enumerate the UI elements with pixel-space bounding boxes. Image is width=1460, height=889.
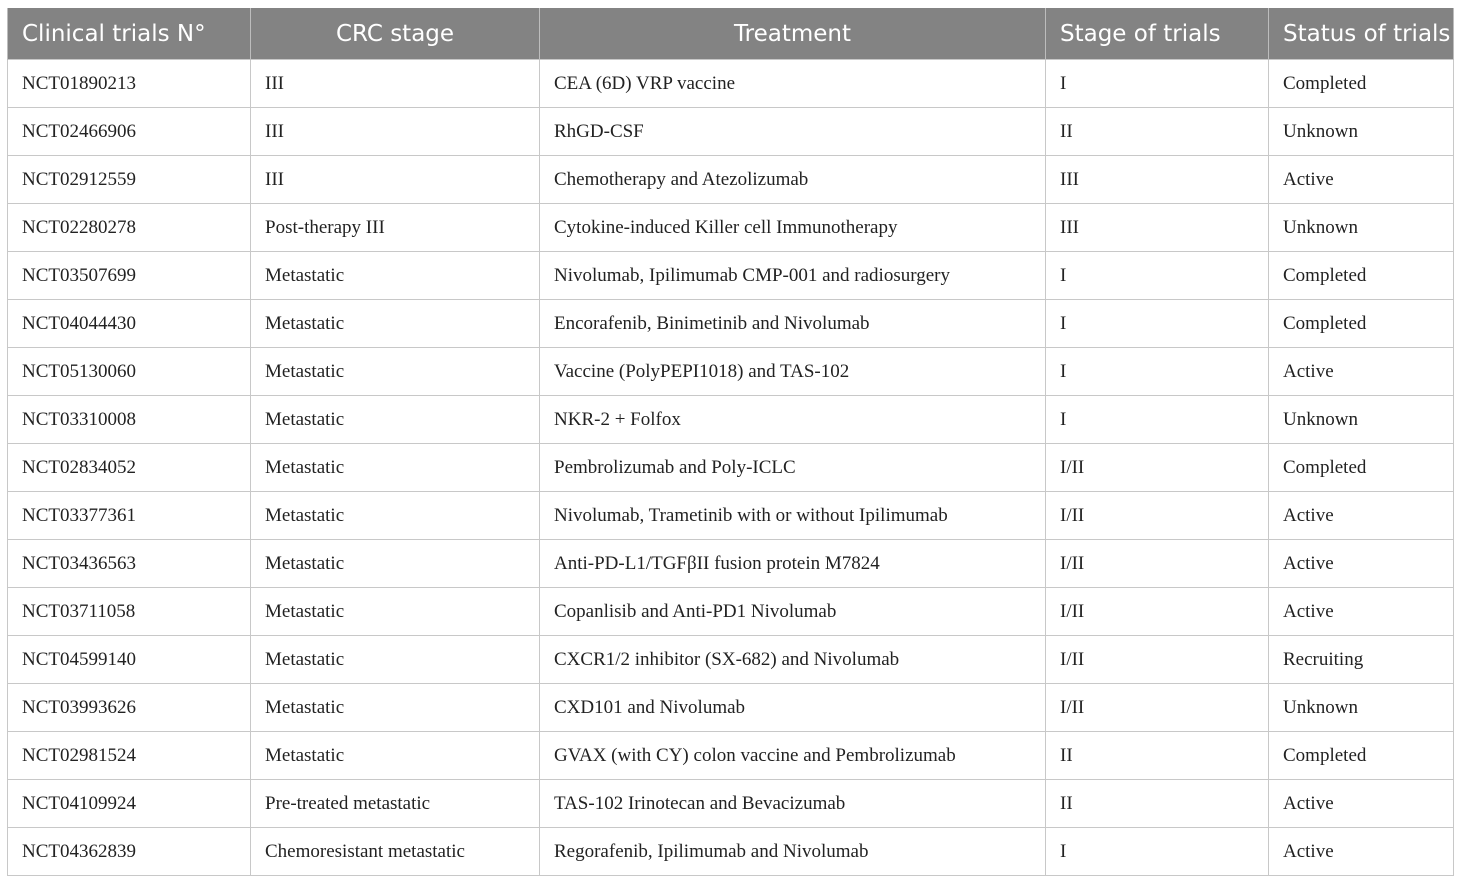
trial-id-cell: NCT04599140 <box>8 636 251 684</box>
trial-id-cell: NCT02466906 <box>8 108 251 156</box>
table-row <box>8 348 1454 396</box>
treatment-cell: CXCR1/2 inhibitor (SX-682) and Nivolumab <box>540 636 1046 684</box>
table-row <box>8 684 1454 732</box>
crc-stage-cell: Metastatic <box>251 636 540 684</box>
crc-stage-cell: Chemoresistant metastatic <box>251 828 540 876</box>
trial-id-cell: NCT04362839 <box>8 828 251 876</box>
trial-status-cell: Active <box>1269 588 1454 636</box>
table-row <box>8 828 1454 876</box>
trial-status-cell: Unknown <box>1269 108 1454 156</box>
crc-stage-cell: Post-therapy III <box>251 204 540 252</box>
header-crc-stage: CRC stage <box>251 8 540 60</box>
treatment-cell: NKR-2 + Folfox <box>540 396 1046 444</box>
trial-status-cell: Completed <box>1269 252 1454 300</box>
crc-stage-cell: Metastatic <box>251 540 540 588</box>
crc-stage-cell: Metastatic <box>251 492 540 540</box>
table-row <box>8 108 1454 156</box>
trial-id-cell: NCT05130060 <box>8 348 251 396</box>
trial-id-cell: NCT04109924 <box>8 780 251 828</box>
treatment-cell: Chemotherapy and Atezolizumab <box>540 156 1046 204</box>
trial-stage-cell: III <box>1046 204 1269 252</box>
trial-stage-cell: I <box>1046 348 1269 396</box>
trial-status-cell: Unknown <box>1269 204 1454 252</box>
trial-stage-cell: I/II <box>1046 540 1269 588</box>
treatment-cell: Pembrolizumab and Poly-ICLC <box>540 444 1046 492</box>
header-stage-of-trials: Stage of trials <box>1046 8 1269 60</box>
trial-id-cell: NCT03711058 <box>8 588 251 636</box>
trial-id-cell: NCT03993626 <box>8 684 251 732</box>
treatment-cell: TAS-102 Irinotecan and Bevacizumab <box>540 780 1046 828</box>
trial-stage-cell: I/II <box>1046 636 1269 684</box>
trial-status-cell: Active <box>1269 780 1454 828</box>
table-row <box>8 780 1454 828</box>
table-row <box>8 540 1454 588</box>
treatment-cell: RhGD-CSF <box>540 108 1046 156</box>
treatment-cell: Nivolumab, Ipilimumab CMP-001 and radiosurgery <box>540 252 1046 300</box>
table-row <box>8 156 1454 204</box>
trial-status-cell: Active <box>1269 156 1454 204</box>
treatment-cell: Regorafenib, Ipilimumab and Nivolumab <box>540 828 1046 876</box>
treatment-cell: Copanlisib and Anti-PD1 Nivolumab <box>540 588 1046 636</box>
trial-id-cell: NCT03507699 <box>8 252 251 300</box>
treatment-cell: GVAX (with CY) colon vaccine and Pembrolizumab <box>540 732 1046 780</box>
crc-stage-cell: Metastatic <box>251 396 540 444</box>
crc-stage-cell: III <box>251 60 540 108</box>
crc-stage-cell: III <box>251 108 540 156</box>
treatment-cell: CXD101 and Nivolumab <box>540 684 1046 732</box>
trial-stage-cell: III <box>1046 156 1269 204</box>
table-row <box>8 492 1454 540</box>
trial-status-cell: Unknown <box>1269 684 1454 732</box>
treatment-cell: Nivolumab, Trametinib with or without Ipilimumab <box>540 492 1046 540</box>
trial-status-cell: Recruiting <box>1269 636 1454 684</box>
header-row <box>8 8 1454 60</box>
trial-status-cell: Completed <box>1269 60 1454 108</box>
trial-status-cell: Completed <box>1269 732 1454 780</box>
treatment-cell: CEA (6D) VRP vaccine <box>540 60 1046 108</box>
trial-id-cell: NCT03436563 <box>8 540 251 588</box>
trial-stage-cell: I <box>1046 300 1269 348</box>
trial-status-cell: Unknown <box>1269 396 1454 444</box>
trial-stage-cell: I/II <box>1046 444 1269 492</box>
trial-status-cell: Active <box>1269 540 1454 588</box>
trial-stage-cell: I/II <box>1046 684 1269 732</box>
trial-stage-cell: I <box>1046 252 1269 300</box>
treatment-cell: Cytokine-induced Killer cell Immunotherapy <box>540 204 1046 252</box>
table-row <box>8 60 1454 108</box>
table-row <box>8 300 1454 348</box>
trial-id-cell: NCT01890213 <box>8 60 251 108</box>
trial-stage-cell: I <box>1046 60 1269 108</box>
trial-id-cell: NCT04044430 <box>8 300 251 348</box>
crc-stage-cell: Metastatic <box>251 588 540 636</box>
crc-stage-cell: III <box>251 156 540 204</box>
header-treatment: Treatment <box>540 8 1046 60</box>
header-status-of-trials: Status of trials <box>1269 8 1454 60</box>
trial-stage-cell: I <box>1046 828 1269 876</box>
trial-status-cell: Active <box>1269 348 1454 396</box>
crc-stage-cell: Metastatic <box>251 732 540 780</box>
table-row <box>8 444 1454 492</box>
trial-id-cell: NCT03310008 <box>8 396 251 444</box>
crc-stage-cell: Metastatic <box>251 348 540 396</box>
trial-id-cell: NCT02834052 <box>8 444 251 492</box>
header-clinical-trials-number: Clinical trials N° <box>8 8 251 60</box>
table-row <box>8 252 1454 300</box>
table-row <box>8 396 1454 444</box>
trial-status-cell: Completed <box>1269 300 1454 348</box>
crc-stage-cell: Metastatic <box>251 300 540 348</box>
trial-status-cell: Active <box>1269 828 1454 876</box>
table-row <box>8 636 1454 684</box>
table-row <box>8 732 1454 780</box>
trial-status-cell: Active <box>1269 492 1454 540</box>
trial-stage-cell: I/II <box>1046 492 1269 540</box>
table-body <box>8 60 1454 876</box>
clinical-trials-table-container <box>7 8 1453 876</box>
crc-stage-cell: Metastatic <box>251 684 540 732</box>
trial-id-cell: NCT02280278 <box>8 204 251 252</box>
trial-stage-cell: II <box>1046 108 1269 156</box>
trial-id-cell: NCT02912559 <box>8 156 251 204</box>
crc-stage-cell: Pre-treated metastatic <box>251 780 540 828</box>
trial-stage-cell: II <box>1046 780 1269 828</box>
trial-id-cell: NCT03377361 <box>8 492 251 540</box>
treatment-cell: Anti-PD-L1/TGFβII fusion protein M7824 <box>540 540 1046 588</box>
table-row <box>8 588 1454 636</box>
treatment-cell: Vaccine (PolyPEPI1018) and TAS-102 <box>540 348 1046 396</box>
crc-stage-cell: Metastatic <box>251 252 540 300</box>
trial-stage-cell: I/II <box>1046 588 1269 636</box>
treatment-cell: Encorafenib, Binimetinib and Nivolumab <box>540 300 1046 348</box>
trial-id-cell: NCT02981524 <box>8 732 251 780</box>
trial-status-cell: Completed <box>1269 444 1454 492</box>
trial-stage-cell: II <box>1046 732 1269 780</box>
table-header <box>8 8 1454 60</box>
clinical-trials-table <box>7 8 1454 876</box>
table-row <box>8 204 1454 252</box>
crc-stage-cell: Metastatic <box>251 444 540 492</box>
trial-stage-cell: I <box>1046 396 1269 444</box>
